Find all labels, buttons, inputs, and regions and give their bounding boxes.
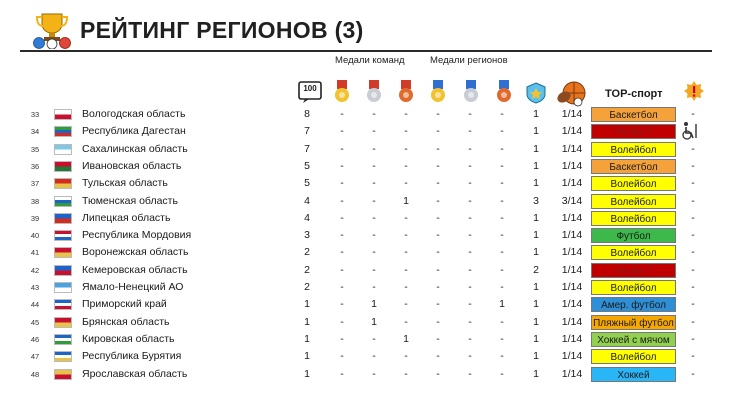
top-sport-cell: Регби-7 [591, 263, 676, 278]
extra-value: - [691, 194, 695, 207]
extra-value: - [691, 315, 695, 328]
region-flag [54, 351, 72, 362]
table-row [0, 158, 730, 175]
medal-count: - [500, 246, 504, 259]
medal-count: - [404, 281, 408, 293]
medal-count: 1 [403, 332, 409, 345]
region-name: Республика Бурятия [82, 350, 182, 363]
row-number: 41 [30, 248, 40, 258]
medal-count: - [436, 298, 440, 311]
page-title: РЕЙТИНГ РЕГИОНОВ (3) [80, 16, 364, 43]
medal-count: - [468, 108, 472, 120]
sport-ratio: 1/14 [561, 332, 583, 345]
medal-count: - [372, 125, 376, 138]
points-value: 4 [304, 194, 310, 207]
medal-count: - [500, 332, 504, 345]
table-row [0, 348, 730, 365]
top-sport-header: TOP-спорт [605, 88, 663, 100]
region-name: Республика Мордовия [82, 229, 192, 242]
top-sport-cell: Волейбол [591, 349, 676, 364]
medal-count: - [468, 315, 472, 328]
score-badge-label: 100 [303, 84, 317, 93]
medal-count: - [372, 332, 376, 345]
points-value: 3 [304, 229, 310, 242]
badge-count: 1 [533, 246, 539, 259]
badge-count: 1 [533, 298, 539, 311]
table-row [0, 227, 730, 244]
extra-value: - [691, 298, 695, 311]
medal-count: 1 [403, 194, 409, 207]
row-number: 43 [30, 283, 40, 292]
top-sport-cell: Хоккей [591, 367, 676, 382]
medal-count: - [500, 281, 504, 293]
sport-ratio: 1/14 [561, 315, 583, 328]
medal-count: - [340, 194, 344, 207]
medal-count: - [436, 142, 440, 155]
sport-ratio: 3/14 [561, 194, 583, 207]
medal-count: - [436, 332, 440, 345]
region-name: Тульская область [82, 177, 168, 190]
top-sport-cell: Футбол [591, 228, 676, 243]
medal-count: - [468, 246, 472, 259]
medal-count: - [404, 229, 408, 242]
top-sport-cell: Баскетбол [591, 159, 676, 174]
row-number: 38 [30, 196, 40, 206]
region-flag [54, 161, 72, 172]
medal-count: - [404, 108, 408, 120]
badge-count: 1 [533, 367, 539, 380]
points-value: 8 [304, 108, 310, 120]
points-value: 1 [304, 350, 310, 363]
medal-count: - [468, 211, 472, 224]
table-row [0, 331, 730, 348]
points-value: 1 [304, 367, 310, 380]
team-medals-label: Медали команд [335, 55, 405, 66]
medal-count: - [340, 159, 344, 172]
extra-value: - [691, 159, 695, 172]
medal-count: - [500, 194, 504, 207]
top-sport-cell: Волейбол [591, 176, 676, 191]
sport-ratio: 1/14 [561, 211, 583, 224]
region-flag [54, 317, 72, 328]
medal-count: - [340, 367, 344, 380]
badge-count: 1 [533, 125, 539, 138]
title-divider [20, 50, 712, 52]
medal-count: - [436, 108, 440, 120]
medal-count: - [436, 350, 440, 363]
extra-value: - [691, 108, 695, 120]
medal-count: - [404, 142, 408, 155]
medal-count: - [340, 332, 344, 345]
medal-count: - [340, 281, 344, 293]
region-flag [54, 144, 72, 155]
extra-value: - [691, 142, 695, 155]
sport-ratio: 1/14 [561, 263, 583, 276]
row-number: 45 [30, 317, 40, 327]
row-number: 39 [30, 213, 40, 223]
top-sport-cell: Волейбол [591, 142, 676, 157]
top-sport-cell: Баскетбол [591, 107, 676, 122]
extra-value: - [691, 211, 695, 224]
sport-ratio: 1/14 [561, 281, 583, 293]
region-name: Республика Дагестан [82, 125, 186, 138]
region-name: Кировская область [82, 332, 175, 345]
region-name: Сахалинская область [82, 142, 188, 155]
sport-ratio: 1/14 [561, 367, 583, 380]
medal-count: - [500, 315, 504, 328]
medal-count: - [468, 142, 472, 155]
points-value: 2 [304, 246, 310, 259]
medal-count: 1 [371, 298, 377, 311]
points-value: 5 [304, 177, 310, 190]
top-sport-cell: Волейбол [591, 280, 676, 295]
medal-count: - [372, 281, 376, 293]
badge-count: 1 [533, 159, 539, 172]
table-row [0, 193, 730, 210]
bronze-medal-icon [399, 88, 413, 102]
region-name: Ямало-Ненецкий АО [82, 281, 184, 293]
extra-value: - [691, 177, 695, 190]
medal-count: - [468, 125, 472, 138]
medal-count: - [500, 350, 504, 363]
medal-count: - [372, 211, 376, 224]
medal-count: - [468, 281, 472, 293]
region-flag [54, 247, 72, 258]
medal-count: 1 [499, 298, 505, 311]
table-row [0, 314, 730, 331]
row-number: 48 [30, 369, 40, 379]
medal-count: - [340, 177, 344, 190]
medal-count: - [404, 246, 408, 259]
extra-value: - [691, 281, 695, 293]
medal-count: - [436, 177, 440, 190]
points-value: 1 [304, 298, 310, 311]
medal-count: - [372, 159, 376, 172]
badge-count: 1 [533, 315, 539, 328]
sport-ratio: 1/14 [561, 108, 583, 120]
top-sport-cell: Амер. футбол [591, 297, 676, 312]
medal-count: - [340, 263, 344, 276]
top-sport-cell: Волейбол [591, 211, 676, 226]
region-flag [54, 213, 72, 224]
medal-count: - [468, 332, 472, 345]
medal-count: - [500, 367, 504, 380]
badge-count: 3 [533, 194, 539, 207]
sport-ratio: 1/14 [561, 142, 583, 155]
extra-value: - [691, 350, 695, 363]
medal-count: 1 [371, 315, 377, 328]
region-name: Воронежская область [82, 246, 189, 259]
medal-count: - [372, 142, 376, 155]
medal-count: - [468, 367, 472, 380]
silver-medal-icon [464, 88, 478, 102]
title-row [32, 10, 364, 50]
medal-count: - [468, 177, 472, 190]
table-row [0, 244, 730, 261]
medal-count: - [500, 263, 504, 276]
points-value: 1 [304, 332, 310, 345]
medal-count: - [436, 194, 440, 207]
badge-count: 2 [533, 263, 539, 276]
handicap-icon [682, 121, 700, 146]
region-medals-label: Медали регионов [430, 55, 508, 66]
table-row [0, 106, 730, 123]
medal-count: - [468, 159, 472, 172]
badge-count: 1 [533, 332, 539, 345]
medal-count: - [340, 108, 344, 120]
row-number: 36 [30, 161, 40, 171]
medal-count: - [468, 194, 472, 207]
row-number: 47 [30, 352, 40, 362]
top-sport-cell: Волейбол [591, 245, 676, 260]
badge-count: 1 [533, 142, 539, 155]
region-flag [54, 196, 72, 207]
gold-medal-icon [335, 88, 349, 102]
medal-count: - [340, 350, 344, 363]
table-row [0, 279, 730, 296]
points-value: 5 [304, 159, 310, 172]
table-row [0, 123, 730, 140]
alert-icon [683, 80, 705, 107]
medal-count: - [468, 229, 472, 242]
medal-count: - [340, 315, 344, 328]
gold-medal-icon [431, 88, 445, 102]
medal-count: - [500, 108, 504, 120]
region-name: Ивановская область [82, 159, 182, 172]
top-sport-cell: Пляжный футбол [591, 315, 676, 330]
table-row [0, 141, 730, 158]
region-name: Вологодская область [82, 108, 186, 120]
medal-count: - [404, 315, 408, 328]
medal-count: - [436, 211, 440, 224]
sport-ratio: 1/14 [561, 246, 583, 259]
medal-count: - [436, 281, 440, 293]
points-value: 1 [304, 315, 310, 328]
row-number: 35 [30, 144, 40, 154]
medal-count: - [436, 159, 440, 172]
points-value: 7 [304, 142, 310, 155]
medal-count: - [436, 229, 440, 242]
points-value: 2 [304, 263, 310, 276]
region-flag [54, 178, 72, 189]
sport-ratio: 1/14 [561, 229, 583, 242]
medal-count: - [340, 298, 344, 311]
row-number: 37 [30, 179, 40, 189]
sport-ratio: 1/14 [561, 350, 583, 363]
medal-count: - [372, 229, 376, 242]
medal-count: - [468, 263, 472, 276]
top-sport-cell: Регби-7 [591, 124, 676, 139]
region-flag [54, 230, 72, 241]
region-name: Кемеровская область [82, 263, 188, 276]
extra-value: - [691, 367, 695, 380]
region-name: Брянская область [82, 315, 170, 328]
badge-count: 1 [533, 211, 539, 224]
badge-count: 1 [533, 108, 539, 120]
medal-count: - [340, 125, 344, 138]
points-value: 7 [304, 125, 310, 138]
region-name: Липецкая область [82, 211, 171, 224]
table-row [0, 175, 730, 192]
sport-ratio: 1/14 [561, 125, 583, 138]
medal-count: - [404, 298, 408, 311]
medal-count: - [436, 246, 440, 259]
medal-count: - [500, 211, 504, 224]
medal-count: - [404, 211, 408, 224]
region-flag [54, 265, 72, 276]
medal-count: - [340, 142, 344, 155]
extra-value: - [691, 246, 695, 259]
extra-value: - [691, 332, 695, 345]
medal-count: - [436, 367, 440, 380]
region-name: Приморский край [82, 298, 167, 311]
sport-ratio: 1/14 [561, 159, 583, 172]
score-100-icon [298, 80, 322, 109]
badge-count: 1 [533, 350, 539, 363]
sport-ratio: 1/14 [561, 177, 583, 190]
medal-count: - [372, 263, 376, 276]
medal-count: - [404, 263, 408, 276]
medal-count: - [436, 125, 440, 138]
badge-icon [525, 82, 547, 109]
medal-count: - [404, 177, 408, 190]
medal-count: - [340, 211, 344, 224]
medal-count: - [372, 246, 376, 259]
region-flag [54, 109, 72, 120]
top-sport-cell: Волейбол [591, 194, 676, 209]
medal-count: - [372, 177, 376, 190]
region-flag [54, 126, 72, 137]
top-sport-cell: Хоккей с мячом [591, 332, 676, 347]
table-row [0, 366, 730, 383]
table-row [0, 210, 730, 227]
points-value: 2 [304, 281, 310, 293]
region-flag [54, 334, 72, 345]
region-flag [54, 299, 72, 310]
row-number: 46 [30, 334, 40, 344]
medal-count: - [436, 263, 440, 276]
badge-count: 1 [533, 229, 539, 242]
medal-count: - [372, 194, 376, 207]
medal-count: - [436, 315, 440, 328]
silver-medal-icon [367, 88, 381, 102]
sport-ratio: 1/14 [561, 298, 583, 311]
row-number: 40 [30, 231, 40, 241]
medal-count: - [404, 350, 408, 363]
extra-value: - [691, 263, 695, 276]
medal-count: - [500, 142, 504, 155]
medal-count: - [372, 367, 376, 380]
medal-count: - [468, 350, 472, 363]
medal-count: - [500, 159, 504, 172]
region-name: Тюменская область [82, 194, 178, 207]
table-row [0, 296, 730, 313]
medal-count: - [404, 367, 408, 380]
row-number: 34 [30, 127, 40, 137]
medal-count: - [500, 229, 504, 242]
row-number: 42 [30, 265, 40, 275]
medal-count: - [404, 125, 408, 138]
region-flag [54, 282, 72, 293]
region-flag [54, 369, 72, 380]
region-name: Ярославская область [82, 367, 188, 380]
bronze-medal-icon [497, 88, 511, 102]
medal-count: - [404, 159, 408, 172]
row-number: 44 [30, 300, 40, 310]
medal-count: - [340, 229, 344, 242]
row-number: 33 [30, 110, 40, 119]
points-value: 4 [304, 211, 310, 224]
medal-count: - [468, 298, 472, 311]
extra-value: - [691, 229, 695, 242]
medal-count: - [500, 177, 504, 190]
medal-count: - [372, 108, 376, 120]
medal-count: - [340, 246, 344, 259]
table-row [0, 262, 730, 279]
trophy-sports-icon [32, 11, 72, 49]
medal-count: - [372, 350, 376, 363]
badge-count: 1 [533, 177, 539, 190]
badge-count: 1 [533, 281, 539, 293]
medal-count: - [500, 125, 504, 138]
